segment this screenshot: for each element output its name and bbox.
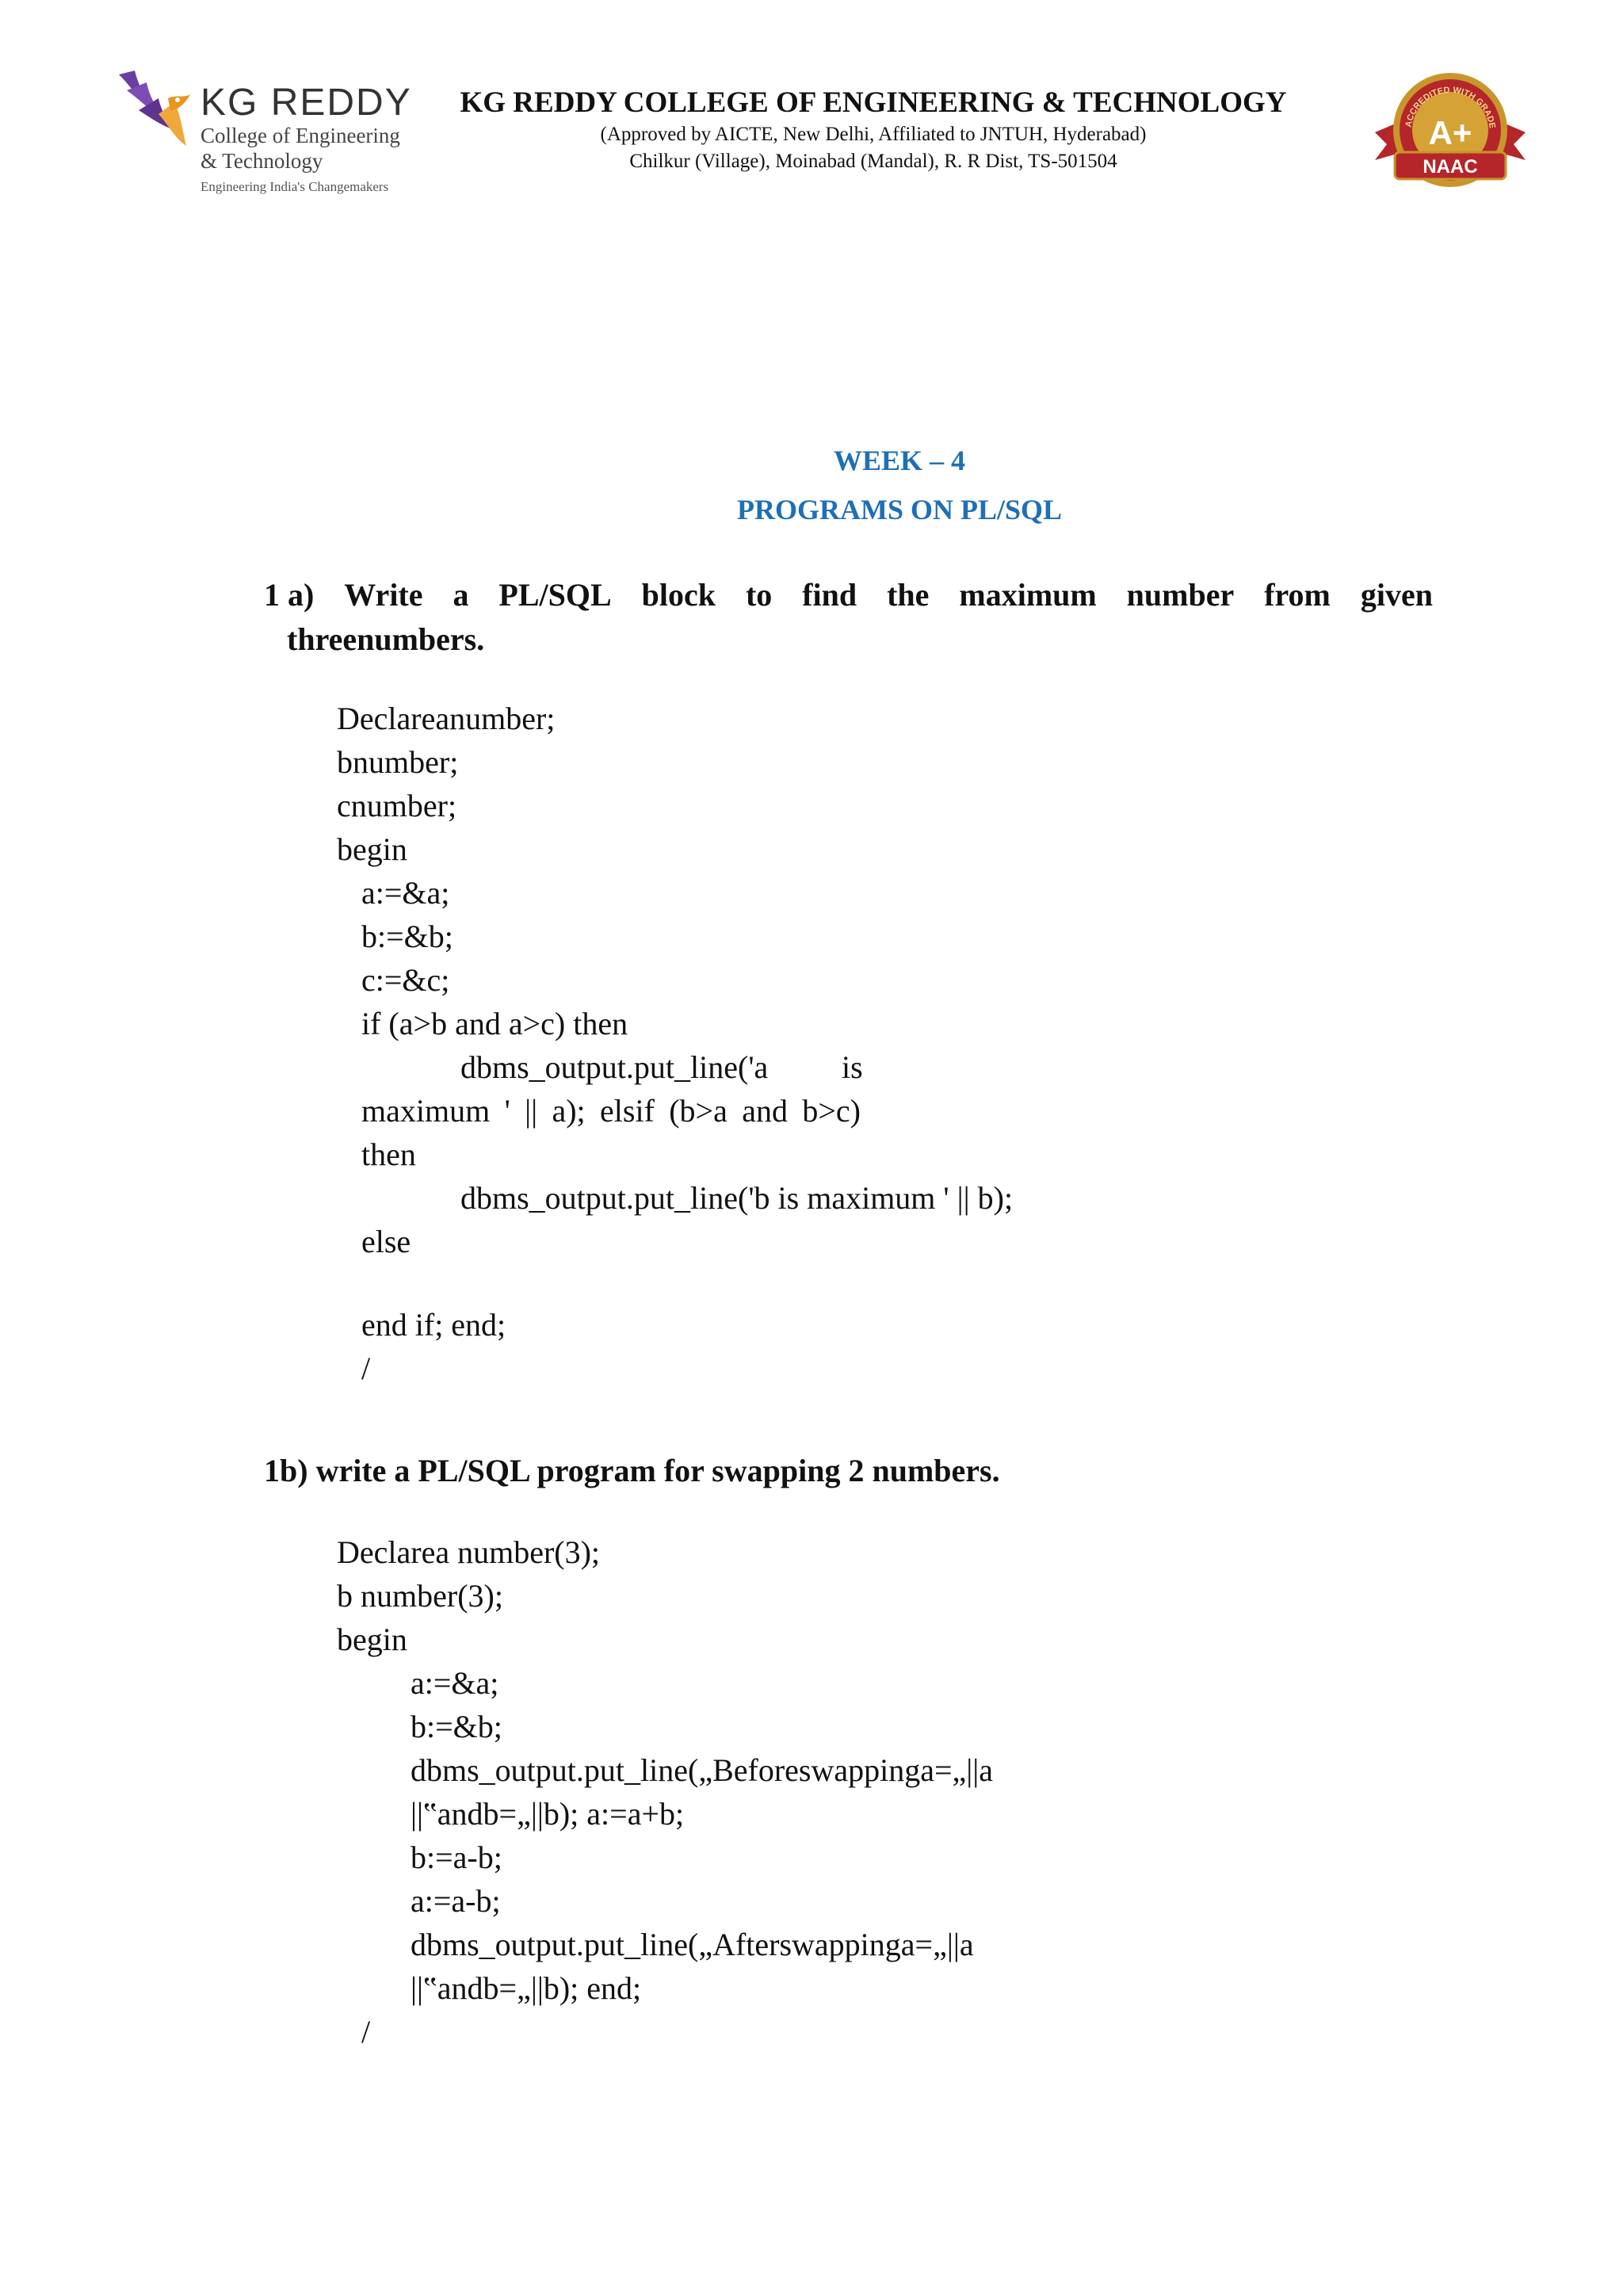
code-line: dbms_output.put_line(„Beforeswappinga=„||a (411, 1752, 994, 1788)
code-token: || (525, 1093, 538, 1129)
code-line: b number(3); (337, 1578, 503, 1614)
q1a-word: from (1264, 577, 1331, 613)
code-token: and (742, 1093, 788, 1129)
q1a-word: to (745, 577, 773, 613)
code-token: maximum (361, 1093, 491, 1129)
q1a-word: the (887, 577, 930, 613)
code-line: else (361, 1224, 411, 1259)
logo-line2: & Technology (200, 149, 323, 173)
code-line: ||‟andb=„||b); a:=a+b; (411, 1796, 685, 1832)
code-line: begin (337, 831, 407, 867)
code-line: c:=&c; (361, 962, 450, 998)
q1b-heading: 1b) write a PL/SQL program for swapping 2 numbers. (264, 1453, 1000, 1488)
q1a-word: find (802, 577, 857, 613)
college-logo (111, 67, 412, 201)
code-line: Declareanumber; (337, 701, 556, 736)
code-line: dbms_output.put_line('a (460, 1049, 769, 1085)
q1a-word: given (1360, 577, 1433, 613)
code-token: a); (552, 1093, 586, 1129)
q1a-heading-line1 (264, 576, 1433, 613)
code-line: b:=&b; (361, 919, 453, 954)
code-line: a:=a-b; (411, 1883, 501, 1919)
naac-badge-icon (1371, 65, 1529, 200)
code-token: ' (504, 1093, 510, 1129)
code-line: / (361, 2014, 371, 2050)
logo-line1: College of Engineering (200, 124, 400, 147)
q1a-word: block (641, 577, 716, 613)
code-line: / (361, 1350, 371, 1386)
code-line: Declarea number(3); (337, 1534, 601, 1570)
address-line: Chilkur (Village), Moinabad (Mandal), R. R Dist, TS-501504 (629, 151, 1117, 172)
code-token: (b>a (669, 1093, 727, 1129)
week-title: WEEK – 4 (833, 445, 966, 476)
code-line: b:=a-b; (411, 1839, 502, 1875)
q1a-word: number (1126, 577, 1235, 613)
badge-ring-text: ACCREDITED WITH GRADE (1403, 85, 1497, 129)
naac-badge (1371, 65, 1529, 200)
badge-grade: A+ (1428, 114, 1472, 151)
code-line: begin (337, 1622, 407, 1657)
code-line: dbms_output.put_line(„Afterswappinga=„||a (411, 1927, 974, 1962)
logo-name: KG REDDY (200, 82, 412, 124)
badge-label: NAAC (1423, 156, 1478, 178)
college-name: KG REDDY COLLEGE OF ENGINEERING & TECHNOLOGY (460, 86, 1287, 119)
code-line: end if; end; (361, 1307, 506, 1343)
eagle-logo-icon (111, 67, 198, 154)
code-line: a:=&a; (411, 1665, 499, 1701)
code-token: elsif (600, 1093, 655, 1129)
code-line: bnumber; (337, 744, 459, 780)
q1a-heading-line2: threenumbers. (287, 621, 485, 657)
code-token: b>c) (802, 1093, 861, 1129)
code-line: if (a>b and a>c) then (361, 1006, 628, 1041)
section-subtitle: PROGRAMS ON PL/SQL (736, 494, 1063, 525)
q1a-word: 1 a) (264, 577, 315, 613)
code-line: cnumber; (337, 788, 457, 823)
logo-tagline: Engineering India's Changemakers (200, 179, 389, 194)
code-line: ||‟andb=„||b); end; (411, 1970, 642, 2006)
code-line: b:=&b; (411, 1709, 502, 1744)
q1a-word: maximum (959, 577, 1097, 613)
code-line: is (842, 1049, 863, 1085)
code-line-justified (361, 1092, 861, 1129)
code-line: dbms_output.put_line('b is maximum ' || b); (460, 1180, 1014, 1216)
q1a-word: Write (344, 577, 423, 613)
code-line: a:=&a; (361, 875, 450, 911)
code-line: then (361, 1137, 416, 1172)
q1a-word: PL/SQL (498, 577, 612, 613)
q1a-word: a (453, 577, 469, 613)
approval-line: (Approved by AICTE, New Delhi, Affiliated to JNTUH, Hyderabad) (600, 124, 1147, 145)
